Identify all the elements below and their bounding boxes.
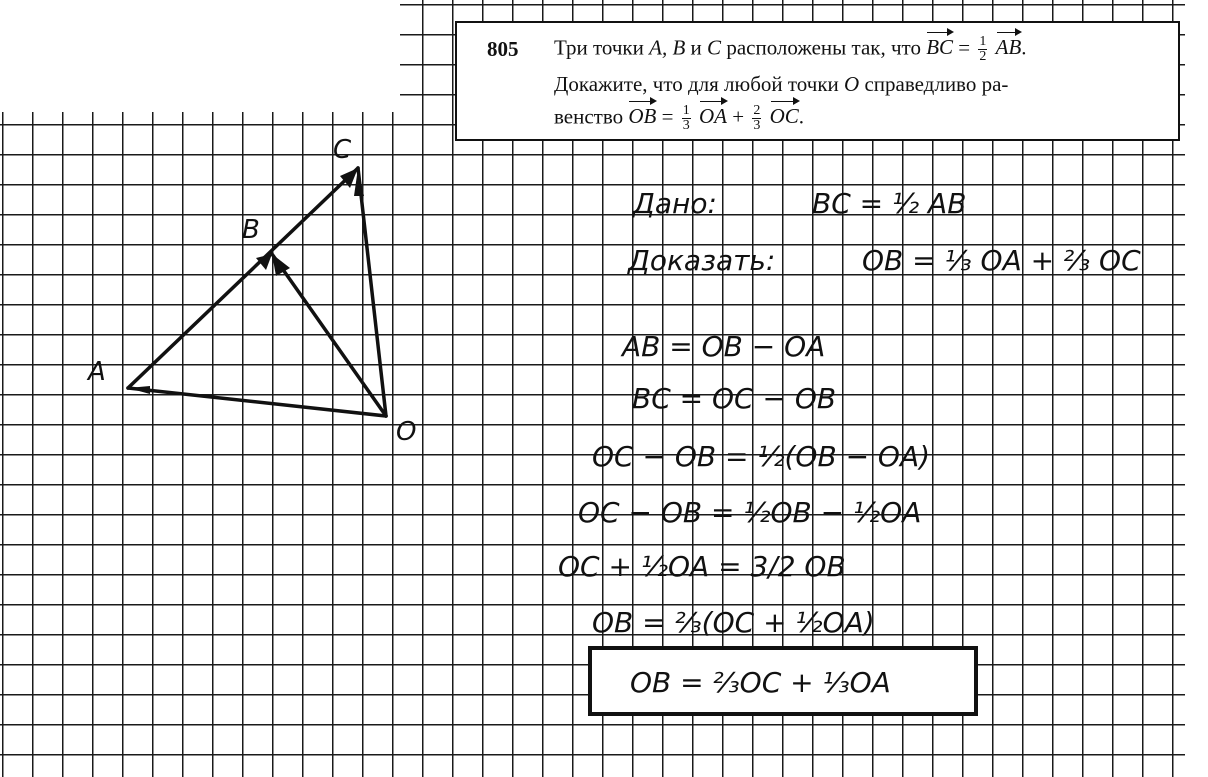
problem-text: Докажите, что для любой точки <box>554 72 839 96</box>
point-label-c: C <box>333 135 352 165</box>
solution-step: OB = ⅔(OC + ½OA) <box>592 606 875 639</box>
problem-line-3: венство OB = $\frac{1}{3}$ OA + $\frac{2}{3}$ OC. <box>554 103 804 133</box>
problem-number: 805 <box>487 37 519 61</box>
problem-text: и <box>690 35 702 60</box>
answer-equation: OB = ⅔OC + ⅓OA <box>630 666 891 699</box>
prove-equation: OB = ⅓ OA + ⅔ OC <box>862 244 1141 277</box>
solution-step: OC − OB = ½(OB − OA) <box>592 440 931 473</box>
solution-step: OC − OB = ½OB − ½OA <box>578 496 922 529</box>
vector-oc: OC <box>769 104 799 129</box>
given-label: Дано: <box>633 187 717 220</box>
problem-line-1: Три точки A, B и C расположены так, что BC = $\frac{1}{2}$ AB. <box>554 34 1027 64</box>
fraction-denominator: 3 <box>682 118 690 133</box>
point-label-b: B <box>242 215 260 245</box>
fraction-numerator: 1 <box>682 103 690 118</box>
vector-ab: AB <box>995 35 1022 60</box>
prove-label: Доказать: <box>628 244 776 277</box>
vector-ob: OB <box>628 104 657 129</box>
problem-point: C <box>707 35 722 60</box>
solution-step: AB = OB − OA <box>622 330 826 363</box>
problem-text: справедливо ра- <box>864 72 1009 96</box>
problem-text: венство <box>554 104 624 129</box>
problem-text: Три точки <box>554 35 644 60</box>
given-equation: BC = ½ AB <box>812 187 967 220</box>
vector-oa: OA <box>698 104 727 129</box>
point-label-a: A <box>88 357 106 387</box>
vector-bc: BC <box>926 35 954 60</box>
problem-point: O <box>844 72 860 96</box>
fraction-numerator: 2 <box>753 103 761 118</box>
problem-text: расположены так, что <box>726 35 921 60</box>
fraction-numerator: 1 <box>979 34 987 49</box>
fraction-denominator: 2 <box>979 49 987 64</box>
fraction-denominator: 3 <box>753 118 761 133</box>
point-label-o: O <box>396 417 417 447</box>
problem-points: A, B <box>649 35 686 60</box>
solution-step: BC = OC − OB <box>632 382 837 415</box>
solution-step: OC + ½OA = 3/2 OB <box>558 550 846 583</box>
